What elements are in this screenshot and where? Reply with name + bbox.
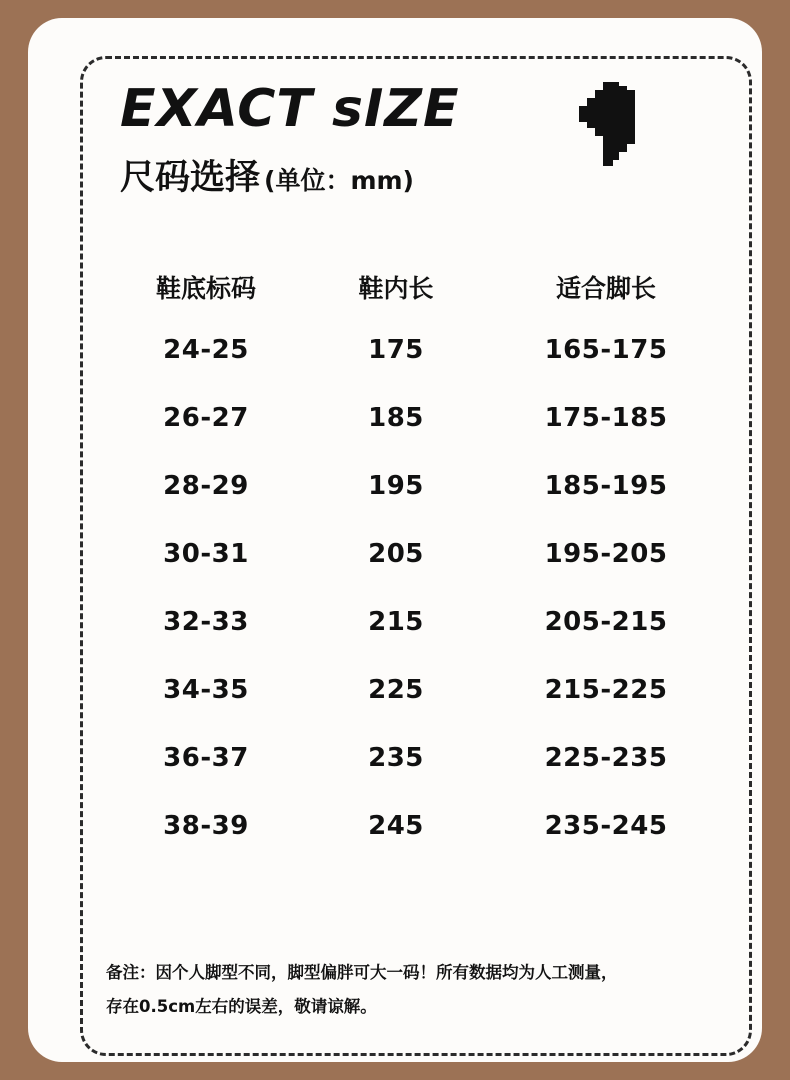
table-row <box>106 724 726 792</box>
table-row <box>106 520 726 588</box>
table-row <box>106 588 726 656</box>
cell-foot-length: 165-175 <box>544 335 668 365</box>
cell-foot-length: 215-225 <box>544 675 668 705</box>
cell-sole-size: 28-29 <box>163 471 249 501</box>
cell-inner-length: 225 <box>368 675 424 705</box>
table-row <box>106 316 726 384</box>
cell-inner-length: 185 <box>368 403 424 433</box>
table-row <box>106 384 726 452</box>
footnote <box>106 956 736 1024</box>
page-title-en: EXACT sIZE <box>120 79 460 139</box>
footnote-line-2: 存在0.5cm左右的误差，敬请谅解。 <box>106 996 377 1016</box>
table-row <box>106 792 726 860</box>
pixel-hand-pointer-icon <box>577 76 657 168</box>
page-title-cn: 尺码选择 <box>120 158 261 199</box>
cell-foot-length: 195-205 <box>544 539 668 569</box>
column-header-foot-length: 适合脚长 <box>555 274 656 303</box>
cell-sole-size: 34-35 <box>163 675 249 705</box>
table-row <box>106 656 726 724</box>
cell-inner-length: 245 <box>368 811 424 841</box>
cell-foot-length: 235-245 <box>544 811 668 841</box>
cell-foot-length: 205-215 <box>544 607 668 637</box>
cell-inner-length: 205 <box>368 539 424 569</box>
size-table <box>106 258 726 860</box>
cell-sole-size: 30-31 <box>163 539 249 569</box>
cell-inner-length: 195 <box>368 471 424 501</box>
cell-sole-size: 24-25 <box>163 335 249 365</box>
size-chart-card <box>28 18 762 1062</box>
table-row <box>106 452 726 520</box>
cell-inner-length: 175 <box>368 335 424 365</box>
cell-sole-size: 36-37 <box>163 743 249 773</box>
column-header-inner-length: 鞋内长 <box>358 274 434 303</box>
cell-foot-length: 175-185 <box>544 403 668 433</box>
cell-sole-size: 32-33 <box>163 607 249 637</box>
unit-note: (单位：mm) <box>264 166 414 196</box>
cell-inner-length: 235 <box>368 743 424 773</box>
cell-sole-size: 26-27 <box>163 403 249 433</box>
cell-sole-size: 38-39 <box>163 811 249 841</box>
column-header-sole-size: 鞋底标码 <box>155 274 256 303</box>
table-header-row <box>106 258 726 316</box>
cell-foot-length: 185-195 <box>544 471 668 501</box>
cell-inner-length: 215 <box>368 607 424 637</box>
footnote-line-1: 备注：因个人脚型不同，脚型偏胖可大一码！所有数据均为人工测量， <box>106 963 618 982</box>
cell-foot-length: 225-235 <box>544 743 668 773</box>
